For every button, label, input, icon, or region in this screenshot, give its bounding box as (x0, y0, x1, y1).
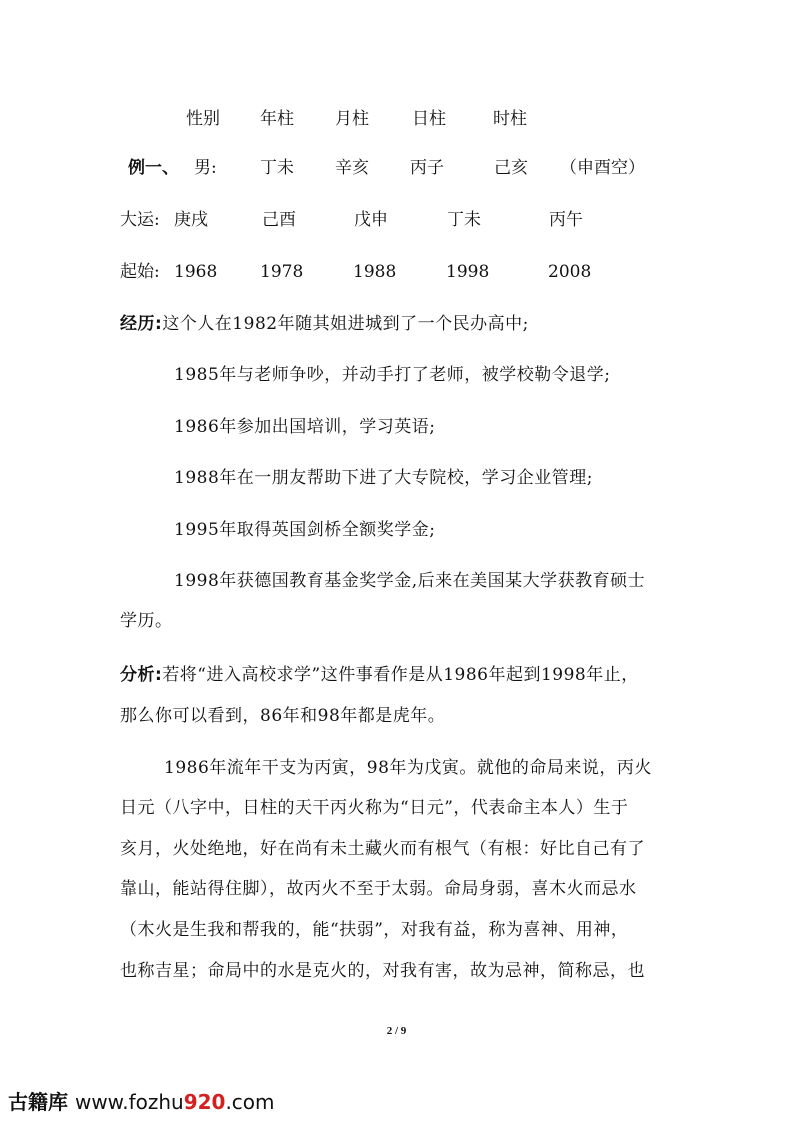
footer-watermark[interactable] (8, 1086, 275, 1115)
example-label: 例一、 (128, 158, 179, 178)
paragraph-line: （木火是生我和帮我的，能“扶弱”，对我有益，称为喜神、用神， (120, 920, 629, 940)
header-day-pillar: 日柱 (412, 109, 446, 129)
jingli-first-line (120, 313, 680, 335)
fenxi-line-1 (120, 664, 680, 686)
jingli-item: 1985年与老师争吵，并动手打了老师，被学校勒令退学; (174, 365, 611, 385)
paragraph-line: 也称吉星；命局中的水是克火的，对我有害，故为忌神，简称忌，也 (120, 961, 645, 981)
paragraph-line: 亥月，火处绝地，好在尚有未土藏火而有根气（有根：好比自己有了 (120, 839, 645, 859)
qishi-value: 1988 (353, 262, 397, 282)
dayun-value: 丁未 (447, 210, 481, 230)
example-day-pillar: 丙子 (410, 158, 444, 178)
jingli-item: 1988年在一朋友帮助下进了大专院校，学习企业管理; (174, 468, 593, 488)
jingli-first: 这个人在1982年随其姐进城到了一个民办高中; (162, 314, 529, 334)
jingli-label: 经历: (120, 314, 163, 334)
footer-site-link[interactable]: www.fozhu920.com (74, 1090, 275, 1114)
paragraph-line: 1986年流年干支为丙寅，98年为戊寅。就他的命局来说，丙火 (164, 758, 652, 778)
jingli-item: 1998年获德国教育基金奖学金,后来在美国某大学获教育硕士 (174, 571, 646, 591)
header-gender: 性别 (186, 109, 220, 129)
paragraph-line: 靠山，能站得住脚），故丙火不至于太弱。命局身弱，喜木火而忌水 (120, 879, 637, 899)
dayun-value: 丙午 (549, 210, 583, 230)
qishi-label: 起始: (120, 262, 160, 282)
example-kongwang: （申酉空） (560, 158, 645, 178)
fenxi-line-2: 那么你可以看到，86年和98年都是虎年。 (120, 706, 446, 726)
qishi-value: 1968 (174, 262, 218, 282)
example-hour-pillar: 己亥 (494, 158, 528, 178)
qishi-value: 1978 (260, 262, 304, 282)
paragraph-line: 日元（八字中，日柱的天干丙火称为“日元”，代表命主本人）生于 (120, 798, 629, 818)
example-year-pillar: 丁未 (260, 158, 294, 178)
qishi-value: 2008 (548, 262, 592, 282)
example-month-pillar: 辛亥 (335, 158, 369, 178)
jingli-item: 1986年参加出国培训，学习英语; (174, 417, 436, 437)
dayun-value: 戊申 (354, 210, 388, 230)
jingli-tail: 学历。 (120, 611, 173, 631)
dayun-value: 庚戌 (174, 210, 208, 230)
example-gender: 男: (194, 158, 217, 178)
page-number: 2 / 9 (386, 1025, 407, 1037)
footer-brand: 古籍库 (8, 1090, 68, 1114)
dayun-label: 大运: (120, 210, 160, 230)
fenxi-text-1: 若将“进入高校求学”这件事看作是从1986年起到1998年止， (162, 665, 639, 685)
qishi-value: 1998 (446, 262, 490, 282)
jingli-item: 1995年取得英国剑桥全额奖学金; (174, 520, 436, 540)
header-hour-pillar: 时柱 (493, 109, 527, 129)
header-month-pillar: 月柱 (335, 109, 369, 129)
header-year-pillar: 年柱 (260, 109, 294, 129)
fenxi-label: 分析: (120, 665, 163, 685)
dayun-value: 己酉 (262, 210, 296, 230)
